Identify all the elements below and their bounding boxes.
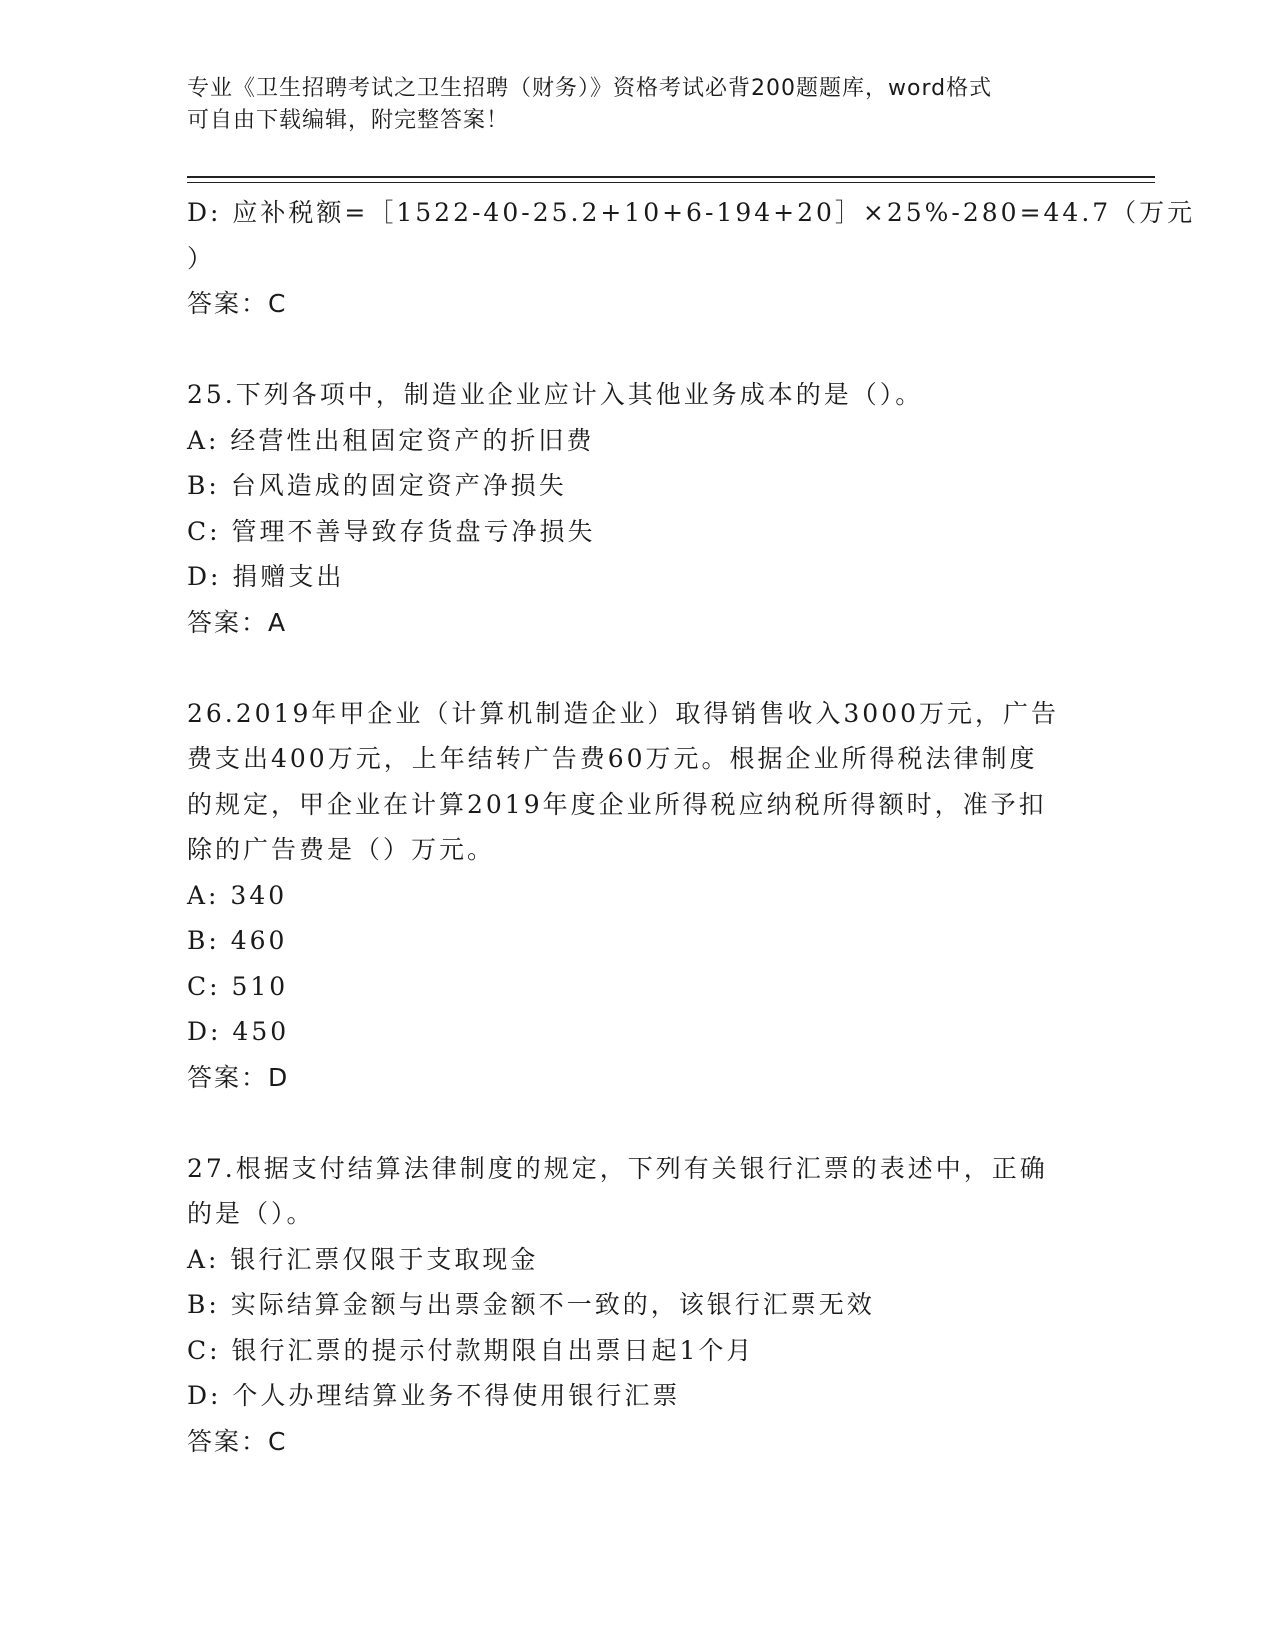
question-stem-line-1: 27.根据支付结算法律制度的规定，下列有关银行汇票的表述中，正确 [187, 1153, 1048, 1183]
option-c: C: 管理不善导致存货盘亏净损失 [187, 516, 596, 546]
question-stem-line-2: 费支出400万元，上年结转广告费60万元。根据企业所得税法律制度 [187, 744, 1038, 773]
question-stem-line-2: 的是（）。 [187, 1199, 315, 1228]
option-a: A: 340 [187, 880, 288, 910]
question-stem-line-1: 26.2019年甲企业（计算机制造企业）取得销售收入3000万元，广告 [187, 698, 1060, 728]
header-title-line-1: 专业《卫生招聘考试之卫生招聘（财务）》资格考试必背200题题库，word格式 [187, 76, 993, 101]
option-b: B: 实际结算金额与出票金额不一致的，该银行汇票无效 [187, 1290, 875, 1319]
option-d: D: 450 [187, 1017, 290, 1046]
option-b: B: 台风造成的固定资产净损失 [187, 471, 567, 500]
question-stem: 25.下列各项中，制造业企业应计入其他业务成本的是（）。 [187, 380, 924, 409]
option-b: B: 460 [187, 926, 288, 955]
option-c: C: 银行汇票的提示付款期限自出票日起1个月 [187, 1335, 755, 1365]
header-rule-thin [187, 182, 1155, 183]
option-c: C: 510 [187, 971, 289, 1001]
option-d: D: 应补税额=［1522-40-25.2+10+6-194+20］×25%-280=44.7（万元 [187, 198, 1196, 227]
question-25 [187, 372, 1087, 645]
question-26 [187, 691, 1087, 1101]
answer: 答案：C [187, 1426, 288, 1456]
option-d: D: 个人办理结算业务不得使用银行汇票 [187, 1381, 681, 1410]
question-24-continuation [187, 190, 1196, 327]
spacer [187, 327, 1087, 373]
document-body [187, 190, 1196, 1464]
option-d-continued: ） [187, 243, 216, 273]
header-rule-thick [187, 176, 1155, 178]
answer: 答案：C [187, 289, 288, 318]
question-stem-line-3: 的规定，甲企业在计算2019年度企业所得税应纳税所得额时，准予扣 [187, 789, 1047, 819]
spacer [187, 645, 1087, 691]
answer: 答案：A [187, 607, 288, 637]
spacer [187, 1100, 1087, 1146]
answer: 答案：D [187, 1062, 290, 1092]
question-27 [187, 1146, 1087, 1465]
page-header [187, 73, 1087, 137]
option-a: A: 经营性出租固定资产的折旧费 [187, 425, 595, 455]
option-a: A: 银行汇票仅限于支取现金 [187, 1244, 539, 1274]
question-stem-line-4: 除的广告费是（）万元。 [187, 835, 496, 864]
header-title-line-2: 可自由下载编辑，附完整答案！ [187, 108, 510, 133]
option-d: D: 捐赠支出 [187, 562, 345, 591]
